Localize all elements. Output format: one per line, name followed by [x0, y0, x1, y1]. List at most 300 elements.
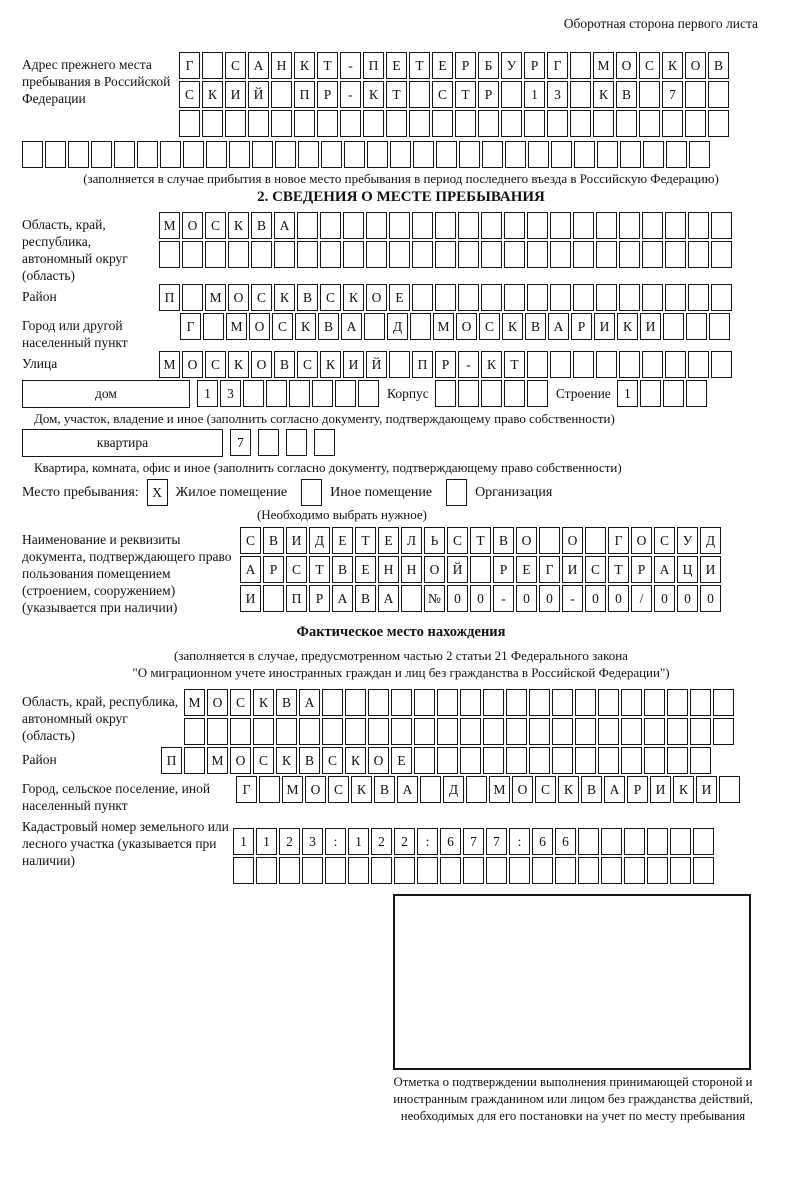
char-cell[interactable]: [253, 718, 274, 745]
char-cell[interactable]: М: [489, 776, 510, 803]
char-cell[interactable]: [274, 241, 295, 268]
char-cell[interactable]: [343, 241, 364, 268]
char-cell[interactable]: [137, 141, 158, 168]
char-cell[interactable]: Т: [409, 52, 430, 79]
char-cell[interactable]: [243, 380, 264, 407]
char-cell[interactable]: 6: [440, 828, 461, 855]
char-cell[interactable]: [504, 284, 525, 311]
char-cell[interactable]: :: [417, 828, 438, 855]
char-cell[interactable]: [575, 718, 596, 745]
char-cell[interactable]: Р: [455, 52, 476, 79]
char-cell[interactable]: [455, 110, 476, 137]
char-cell[interactable]: [459, 141, 480, 168]
char-cell[interactable]: Е: [332, 527, 353, 554]
char-cell[interactable]: П: [159, 284, 180, 311]
char-cell[interactable]: М: [226, 313, 247, 340]
char-cell[interactable]: Е: [516, 556, 537, 583]
char-cell[interactable]: [689, 141, 710, 168]
char-cell[interactable]: О: [516, 527, 537, 554]
char-cell[interactable]: У: [677, 527, 698, 554]
char-cell[interactable]: И: [650, 776, 671, 803]
char-cell[interactable]: Е: [378, 527, 399, 554]
char-cell[interactable]: [343, 212, 364, 239]
char-cell[interactable]: [460, 718, 481, 745]
char-cell[interactable]: Й: [447, 556, 468, 583]
char-cell[interactable]: Р: [524, 52, 545, 79]
char-cell[interactable]: Д: [387, 313, 408, 340]
char-cell[interactable]: [662, 110, 683, 137]
char-cell[interactable]: В: [299, 747, 320, 774]
char-cell[interactable]: [366, 212, 387, 239]
char-cell[interactable]: [524, 110, 545, 137]
char-cell[interactable]: А: [654, 556, 675, 583]
checkbox-residential[interactable]: X: [147, 479, 168, 506]
char-cell[interactable]: [470, 556, 491, 583]
char-cell[interactable]: [335, 380, 356, 407]
char-cell[interactable]: [642, 212, 663, 239]
char-cell[interactable]: [621, 718, 642, 745]
checkbox-organization[interactable]: [446, 479, 467, 506]
char-cell[interactable]: [483, 689, 504, 716]
char-cell[interactable]: [551, 141, 572, 168]
char-cell[interactable]: [114, 141, 135, 168]
char-cell[interactable]: [501, 110, 522, 137]
char-cell[interactable]: [527, 241, 548, 268]
char-cell[interactable]: [598, 747, 619, 774]
char-cell[interactable]: В: [263, 527, 284, 554]
char-cell[interactable]: [527, 212, 548, 239]
char-cell[interactable]: 0: [539, 585, 560, 612]
char-cell[interactable]: М: [282, 776, 303, 803]
char-cell[interactable]: С: [272, 313, 293, 340]
char-cell[interactable]: [225, 110, 246, 137]
char-cell[interactable]: [182, 284, 203, 311]
apartment-type-box[interactable]: квартира: [22, 429, 223, 457]
char-cell[interactable]: [644, 747, 665, 774]
char-cell[interactable]: К: [202, 81, 223, 108]
char-cell[interactable]: С: [654, 527, 675, 554]
char-cell[interactable]: [713, 689, 734, 716]
char-cell[interactable]: [228, 241, 249, 268]
char-cell[interactable]: [321, 141, 342, 168]
char-cell[interactable]: 1: [348, 828, 369, 855]
char-cell[interactable]: Р: [478, 81, 499, 108]
char-cell[interactable]: [486, 857, 507, 884]
char-cell[interactable]: [466, 776, 487, 803]
char-cell[interactable]: [621, 747, 642, 774]
char-cell[interactable]: М: [159, 351, 180, 378]
char-cell[interactable]: 0: [608, 585, 629, 612]
char-cell[interactable]: [68, 141, 89, 168]
char-cell[interactable]: 0: [516, 585, 537, 612]
char-cell[interactable]: [666, 141, 687, 168]
char-cell[interactable]: [620, 141, 641, 168]
char-cell[interactable]: [414, 747, 435, 774]
char-cell[interactable]: -: [340, 52, 361, 79]
char-cell[interactable]: [573, 212, 594, 239]
char-cell[interactable]: [179, 110, 200, 137]
char-cell[interactable]: [412, 212, 433, 239]
char-cell[interactable]: [233, 857, 254, 884]
char-cell[interactable]: [252, 141, 273, 168]
char-cell[interactable]: Е: [432, 52, 453, 79]
char-cell[interactable]: Е: [355, 556, 376, 583]
char-cell[interactable]: -: [340, 81, 361, 108]
char-cell[interactable]: [685, 81, 706, 108]
char-cell[interactable]: [708, 81, 729, 108]
char-cell[interactable]: К: [662, 52, 683, 79]
char-cell[interactable]: [667, 747, 688, 774]
char-cell[interactable]: [596, 351, 617, 378]
char-cell[interactable]: В: [581, 776, 602, 803]
char-cell[interactable]: 6: [532, 828, 553, 855]
char-cell[interactable]: [463, 857, 484, 884]
char-cell[interactable]: М: [184, 689, 205, 716]
char-cell[interactable]: [616, 110, 637, 137]
char-cell[interactable]: С: [320, 284, 341, 311]
char-cell[interactable]: [670, 828, 691, 855]
char-cell[interactable]: [481, 284, 502, 311]
char-cell[interactable]: [709, 313, 730, 340]
char-cell[interactable]: А: [341, 313, 362, 340]
char-cell[interactable]: [389, 212, 410, 239]
char-cell[interactable]: [202, 52, 223, 79]
char-cell[interactable]: [550, 284, 571, 311]
char-cell[interactable]: [528, 141, 549, 168]
char-cell[interactable]: [578, 857, 599, 884]
char-cell[interactable]: [575, 689, 596, 716]
char-cell[interactable]: [386, 110, 407, 137]
char-cell[interactable]: [665, 212, 686, 239]
char-cell[interactable]: [573, 284, 594, 311]
char-cell[interactable]: [596, 212, 617, 239]
char-cell[interactable]: Т: [455, 81, 476, 108]
char-cell[interactable]: Й: [366, 351, 387, 378]
char-cell[interactable]: С: [639, 52, 660, 79]
char-cell[interactable]: 3: [220, 380, 241, 407]
char-cell[interactable]: Й: [248, 81, 269, 108]
char-cell[interactable]: [529, 718, 550, 745]
char-cell[interactable]: К: [294, 52, 315, 79]
char-cell[interactable]: [642, 284, 663, 311]
char-cell[interactable]: [345, 689, 366, 716]
char-cell[interactable]: [690, 747, 711, 774]
char-cell[interactable]: [358, 380, 379, 407]
char-cell[interactable]: О: [182, 351, 203, 378]
char-cell[interactable]: Р: [263, 556, 284, 583]
char-cell[interactable]: С: [328, 776, 349, 803]
char-cell[interactable]: [417, 857, 438, 884]
char-cell[interactable]: [667, 689, 688, 716]
char-cell[interactable]: [297, 212, 318, 239]
char-cell[interactable]: [184, 747, 205, 774]
char-cell[interactable]: [368, 718, 389, 745]
char-cell[interactable]: [685, 110, 706, 137]
char-cell[interactable]: [460, 689, 481, 716]
char-cell[interactable]: [320, 212, 341, 239]
char-cell[interactable]: [229, 141, 250, 168]
char-cell[interactable]: [555, 857, 576, 884]
char-cell[interactable]: С: [230, 689, 251, 716]
char-cell[interactable]: С: [297, 351, 318, 378]
char-cell[interactable]: [686, 380, 707, 407]
char-cell[interactable]: А: [397, 776, 418, 803]
char-cell[interactable]: [642, 241, 663, 268]
char-cell[interactable]: [585, 527, 606, 554]
char-cell[interactable]: С: [179, 81, 200, 108]
char-cell[interactable]: [639, 110, 660, 137]
char-cell[interactable]: [640, 380, 661, 407]
char-cell[interactable]: А: [378, 585, 399, 612]
char-cell[interactable]: С: [585, 556, 606, 583]
char-cell[interactable]: -: [562, 585, 583, 612]
char-cell[interactable]: [598, 689, 619, 716]
char-cell[interactable]: [711, 351, 732, 378]
char-cell[interactable]: И: [562, 556, 583, 583]
char-cell[interactable]: [275, 141, 296, 168]
char-cell[interactable]: [279, 857, 300, 884]
char-cell[interactable]: Р: [627, 776, 648, 803]
char-cell[interactable]: [432, 110, 453, 137]
char-cell[interactable]: К: [343, 284, 364, 311]
char-cell[interactable]: [688, 351, 709, 378]
char-cell[interactable]: [390, 141, 411, 168]
char-cell[interactable]: [478, 110, 499, 137]
char-cell[interactable]: [570, 52, 591, 79]
char-cell[interactable]: [435, 380, 456, 407]
stamp-box[interactable]: [393, 894, 751, 1070]
char-cell[interactable]: [322, 689, 343, 716]
char-cell[interactable]: [601, 828, 622, 855]
char-cell[interactable]: [690, 718, 711, 745]
char-cell[interactable]: :: [509, 828, 530, 855]
char-cell[interactable]: В: [525, 313, 546, 340]
char-cell[interactable]: [550, 351, 571, 378]
char-cell[interactable]: [437, 689, 458, 716]
char-cell[interactable]: [504, 212, 525, 239]
char-cell[interactable]: С: [432, 81, 453, 108]
char-cell[interactable]: [690, 689, 711, 716]
char-cell[interactable]: [688, 212, 709, 239]
char-cell[interactable]: [693, 828, 714, 855]
char-cell[interactable]: Д: [700, 527, 721, 554]
char-cell[interactable]: [539, 527, 560, 554]
char-cell[interactable]: [529, 689, 550, 716]
char-cell[interactable]: С: [205, 212, 226, 239]
char-cell[interactable]: [619, 284, 640, 311]
char-cell[interactable]: [413, 141, 434, 168]
char-cell[interactable]: [619, 351, 640, 378]
char-cell[interactable]: [593, 110, 614, 137]
char-cell[interactable]: Л: [401, 527, 422, 554]
char-cell[interactable]: И: [640, 313, 661, 340]
char-cell[interactable]: В: [332, 556, 353, 583]
char-cell[interactable]: [711, 284, 732, 311]
char-cell[interactable]: К: [558, 776, 579, 803]
char-cell[interactable]: [344, 141, 365, 168]
char-cell[interactable]: Г: [180, 313, 201, 340]
char-cell[interactable]: [624, 828, 645, 855]
char-cell[interactable]: С: [251, 284, 272, 311]
char-cell[interactable]: [624, 857, 645, 884]
char-cell[interactable]: 3: [302, 828, 323, 855]
char-cell[interactable]: И: [700, 556, 721, 583]
char-cell[interactable]: [45, 141, 66, 168]
char-cell[interactable]: №: [424, 585, 445, 612]
char-cell[interactable]: Т: [355, 527, 376, 554]
char-cell[interactable]: [183, 141, 204, 168]
char-cell[interactable]: [547, 110, 568, 137]
char-cell[interactable]: 2: [371, 828, 392, 855]
char-cell[interactable]: [256, 857, 277, 884]
char-cell[interactable]: [230, 718, 251, 745]
char-cell[interactable]: [159, 241, 180, 268]
char-cell[interactable]: С: [253, 747, 274, 774]
char-cell[interactable]: [317, 110, 338, 137]
char-cell[interactable]: К: [673, 776, 694, 803]
char-cell[interactable]: [647, 828, 668, 855]
char-cell[interactable]: [414, 718, 435, 745]
char-cell[interactable]: И: [286, 527, 307, 554]
char-cell[interactable]: 7: [662, 81, 683, 108]
char-cell[interactable]: А: [604, 776, 625, 803]
char-cell[interactable]: Г: [547, 52, 568, 79]
char-cell[interactable]: [248, 110, 269, 137]
char-cell[interactable]: Р: [493, 556, 514, 583]
char-cell[interactable]: [412, 241, 433, 268]
char-cell[interactable]: О: [631, 527, 652, 554]
char-cell[interactable]: Т: [504, 351, 525, 378]
char-cell[interactable]: [325, 857, 346, 884]
char-cell[interactable]: 0: [654, 585, 675, 612]
char-cell[interactable]: [597, 141, 618, 168]
char-cell[interactable]: [205, 241, 226, 268]
char-cell[interactable]: [504, 380, 525, 407]
char-cell[interactable]: О: [251, 351, 272, 378]
char-cell[interactable]: В: [276, 689, 297, 716]
char-cell[interactable]: С: [479, 313, 500, 340]
char-cell[interactable]: Д: [443, 776, 464, 803]
char-cell[interactable]: [91, 141, 112, 168]
char-cell[interactable]: 0: [447, 585, 468, 612]
char-cell[interactable]: У: [501, 52, 522, 79]
char-cell[interactable]: А: [548, 313, 569, 340]
char-cell[interactable]: [688, 284, 709, 311]
char-cell[interactable]: [574, 141, 595, 168]
char-cell[interactable]: В: [274, 351, 295, 378]
char-cell[interactable]: А: [332, 585, 353, 612]
char-cell[interactable]: [294, 110, 315, 137]
char-cell[interactable]: [552, 747, 573, 774]
char-cell[interactable]: К: [295, 313, 316, 340]
char-cell[interactable]: [550, 241, 571, 268]
char-cell[interactable]: К: [351, 776, 372, 803]
char-cell[interactable]: [670, 857, 691, 884]
char-cell[interactable]: И: [594, 313, 615, 340]
char-cell[interactable]: 1: [617, 380, 638, 407]
char-cell[interactable]: 7: [486, 828, 507, 855]
char-cell[interactable]: С: [240, 527, 261, 554]
char-cell[interactable]: [435, 284, 456, 311]
char-cell[interactable]: О: [366, 284, 387, 311]
char-cell[interactable]: [458, 241, 479, 268]
char-cell[interactable]: С: [322, 747, 343, 774]
char-cell[interactable]: [312, 380, 333, 407]
char-cell[interactable]: С: [535, 776, 556, 803]
char-cell[interactable]: [266, 380, 287, 407]
char-cell[interactable]: 7: [230, 429, 251, 456]
char-cell[interactable]: :: [325, 828, 346, 855]
char-cell[interactable]: [688, 241, 709, 268]
char-cell[interactable]: [271, 110, 292, 137]
char-cell[interactable]: Т: [470, 527, 491, 554]
char-cell[interactable]: [207, 718, 228, 745]
char-cell[interactable]: [391, 689, 412, 716]
char-cell[interactable]: К: [502, 313, 523, 340]
char-cell[interactable]: К: [481, 351, 502, 378]
char-cell[interactable]: [506, 689, 527, 716]
char-cell[interactable]: К: [228, 351, 249, 378]
char-cell[interactable]: 6: [555, 828, 576, 855]
char-cell[interactable]: О: [228, 284, 249, 311]
char-cell[interactable]: [596, 241, 617, 268]
char-cell[interactable]: [458, 284, 479, 311]
char-cell[interactable]: [437, 718, 458, 745]
char-cell[interactable]: [529, 747, 550, 774]
char-cell[interactable]: 0: [677, 585, 698, 612]
char-cell[interactable]: Т: [386, 81, 407, 108]
char-cell[interactable]: [363, 110, 384, 137]
char-cell[interactable]: С: [225, 52, 246, 79]
char-cell[interactable]: [578, 828, 599, 855]
char-cell[interactable]: [573, 351, 594, 378]
char-cell[interactable]: О: [562, 527, 583, 554]
char-cell[interactable]: -: [458, 351, 479, 378]
char-cell[interactable]: Н: [271, 52, 292, 79]
char-cell[interactable]: [314, 429, 335, 456]
char-cell[interactable]: [276, 718, 297, 745]
char-cell[interactable]: Н: [401, 556, 422, 583]
char-cell[interactable]: [182, 241, 203, 268]
char-cell[interactable]: [206, 141, 227, 168]
char-cell[interactable]: О: [230, 747, 251, 774]
char-cell[interactable]: [259, 776, 280, 803]
char-cell[interactable]: [639, 81, 660, 108]
char-cell[interactable]: Б: [478, 52, 499, 79]
char-cell[interactable]: И: [343, 351, 364, 378]
char-cell[interactable]: [713, 718, 734, 745]
char-cell[interactable]: О: [424, 556, 445, 583]
char-cell[interactable]: [481, 212, 502, 239]
char-cell[interactable]: В: [493, 527, 514, 554]
char-cell[interactable]: [527, 284, 548, 311]
char-cell[interactable]: А: [240, 556, 261, 583]
char-cell[interactable]: К: [363, 81, 384, 108]
char-cell[interactable]: И: [225, 81, 246, 108]
char-cell[interactable]: [663, 380, 684, 407]
char-cell[interactable]: В: [355, 585, 376, 612]
char-cell[interactable]: [367, 141, 388, 168]
char-cell[interactable]: [345, 718, 366, 745]
char-cell[interactable]: [391, 718, 412, 745]
char-cell[interactable]: Г: [539, 556, 560, 583]
char-cell[interactable]: [667, 718, 688, 745]
char-cell[interactable]: О: [305, 776, 326, 803]
char-cell[interactable]: [573, 241, 594, 268]
char-cell[interactable]: [22, 141, 43, 168]
char-cell[interactable]: О: [456, 313, 477, 340]
char-cell[interactable]: Р: [317, 81, 338, 108]
